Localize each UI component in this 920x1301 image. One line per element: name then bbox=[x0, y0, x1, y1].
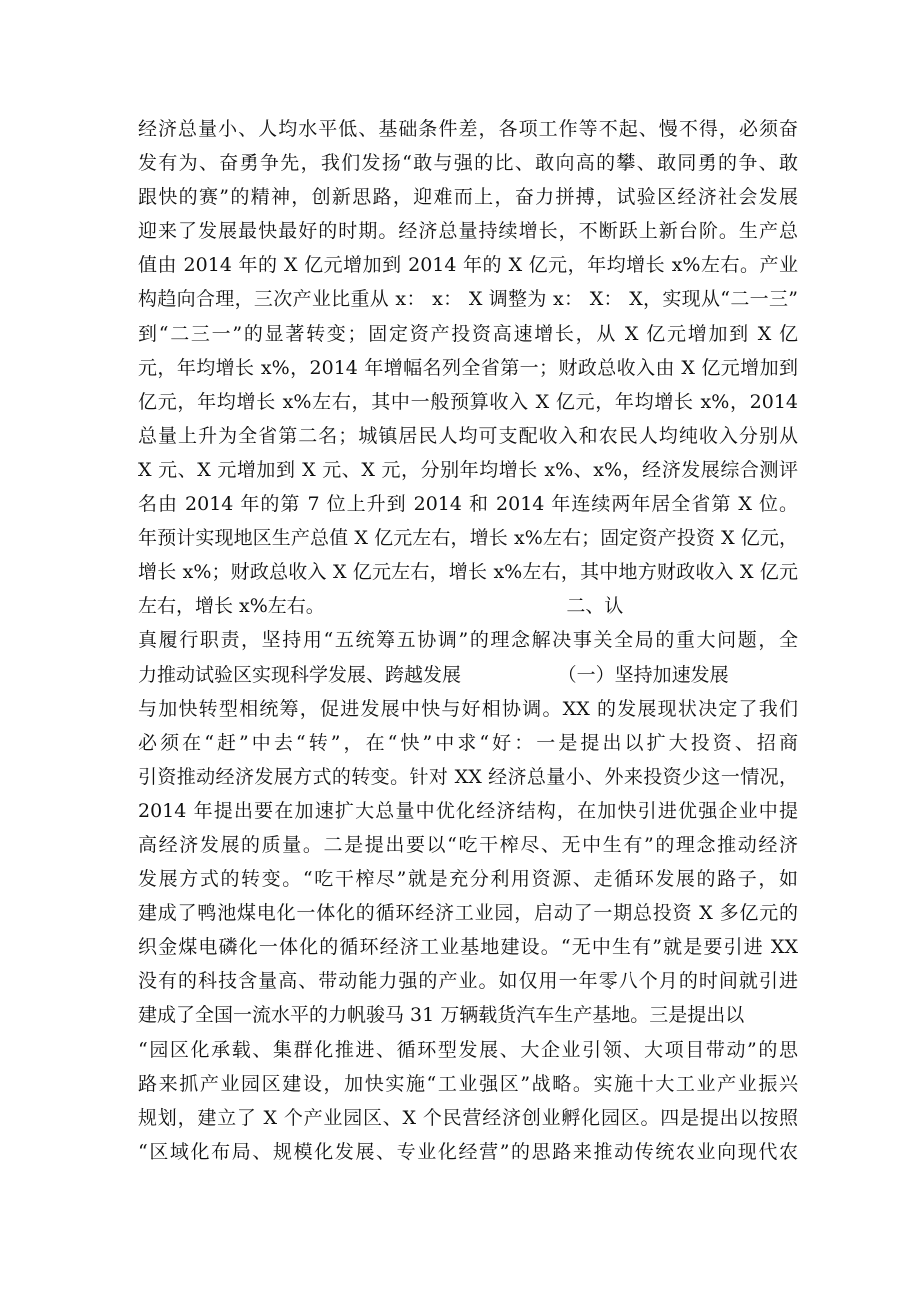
text-line: 必须在“赶”中去“转”，在“快”中求“好：一是提出以扩大投资、招商 bbox=[138, 731, 798, 754]
text-line: 名由 2014 年的第 7 位上升到 2014 和 2014 年连续两年居全省第 X 位。 bbox=[138, 493, 798, 516]
text-line: 年预计实现地区生产总值 X 亿元左右，增长 x%左右；固定资产投资 X 亿元， bbox=[138, 527, 798, 550]
text-line: 规划，建立了 X 个产业园区、X 个民营经济创业孵化园区。四是提出以按照 bbox=[138, 1106, 798, 1129]
text-line: 2014 年提出要在加速扩大总量中优化经济结构，在加快引进优强企业中提 bbox=[138, 799, 798, 822]
text-line: 总量上升为全省第二名；城镇居民人均可支配收入和农民人均纯收入分别从 bbox=[138, 424, 798, 447]
text-line: 到“二三一”的显著转变；固定资产投资高速增长，从 X 亿元增加到 X 亿 bbox=[138, 322, 798, 345]
text-line: 真履行职责，坚持用“五统筹五协调”的理念解决事关全局的重大问题，全 bbox=[138, 629, 798, 652]
text-line: 经济总量小、人均水平低、基础条件差，各项工作等不起、慢不得，必须奋 bbox=[138, 118, 798, 140]
text-line: 跟快的赛”的精神，创新思路，迎难而上，奋力拼搏，试验区经济社会发展 bbox=[138, 186, 798, 209]
text-line: X 元、X 元增加到 X 元、X 元，分别年均增长 x%、x%，经济发展综合测评 bbox=[138, 458, 798, 481]
text-line: 引资推动经济发展方式的转变。针对 XX 经济总量小、外来投资少这一情况， bbox=[138, 765, 798, 788]
text-line: “区域化布局、规模化发展、专业化经营”的思路来推动传统农业向现代农 bbox=[138, 1140, 798, 1163]
text-line: 增长 x%；财政总收入 X 亿元左右，增长 x%左右，其中地方财政收入 X 亿元 bbox=[138, 561, 798, 584]
text-line: 建成了鸭池煤电化一体化的循环经济工业园，启动了一期总投资 X 多亿元的 bbox=[138, 902, 798, 925]
text-line: 左右，增长 x%左右。 二、认 bbox=[138, 595, 624, 618]
text-line: 构趋向合理，三次产业比重从 x： x： X 调整为 x： X： X，实现从“二一三” bbox=[138, 288, 798, 311]
text-line: 值由 2014 年的 X 亿元增加到 2014 年的 X 亿元，年均增长 x%左右。产业 bbox=[138, 254, 798, 277]
text-line: “园区化承载、集群化推进、循环型发展、大企业引领、大项目带动”的思 bbox=[138, 1038, 798, 1061]
text-line: 高经济发展的质量。二是提出要以“吃干榨尽、无中生有”的理念推动经济 bbox=[138, 833, 798, 856]
text-line: 元，年均增长 x%，2014 年增幅名列全省第一；财政总收入由 X 亿元增加到 bbox=[138, 356, 798, 379]
text-line: 路来抓产业园区建设，加快实施“工业强区”战略。实施十大工业产业振兴 bbox=[138, 1072, 798, 1095]
text-line: 没有的科技含量高、带动能力强的产业。如仅用一年零八个月的时间就引进 bbox=[138, 970, 798, 993]
text-line: 发展方式的转变。“吃干榨尽”就是充分利用资源、走循环发展的路子，如 bbox=[138, 868, 798, 891]
text-line: 迎来了发展最快最好的时期。经济总量持续增长，不断跃上新台阶。生产总 bbox=[138, 220, 798, 243]
text-line: 织金煤电磷化一体化的循环经济工业基地建设。“无中生有”就是要引进 XX bbox=[138, 936, 798, 959]
text-line: 建成了全国一流水平的力帆骏马 31 万辆载货汽车生产基地。三是提出以 bbox=[138, 1004, 745, 1027]
text-line: 发有为、奋勇争先，我们发扬“敢与强的比、敢向高的攀、敢同勇的争、敢 bbox=[138, 152, 798, 175]
text-line: 与加快转型相统筹，促进发展中快与好相协调。XX 的发展现状决定了我们 bbox=[138, 697, 798, 720]
body-text bbox=[138, 112, 798, 1169]
text-line: 亿元，年均增长 x%左右，其中一般预算收入 X 亿元，年均增长 x%，2014 bbox=[138, 390, 798, 413]
text-line: 力推动试验区实现科学发展、跨越发展 （一）坚持加速发展 bbox=[138, 663, 729, 686]
